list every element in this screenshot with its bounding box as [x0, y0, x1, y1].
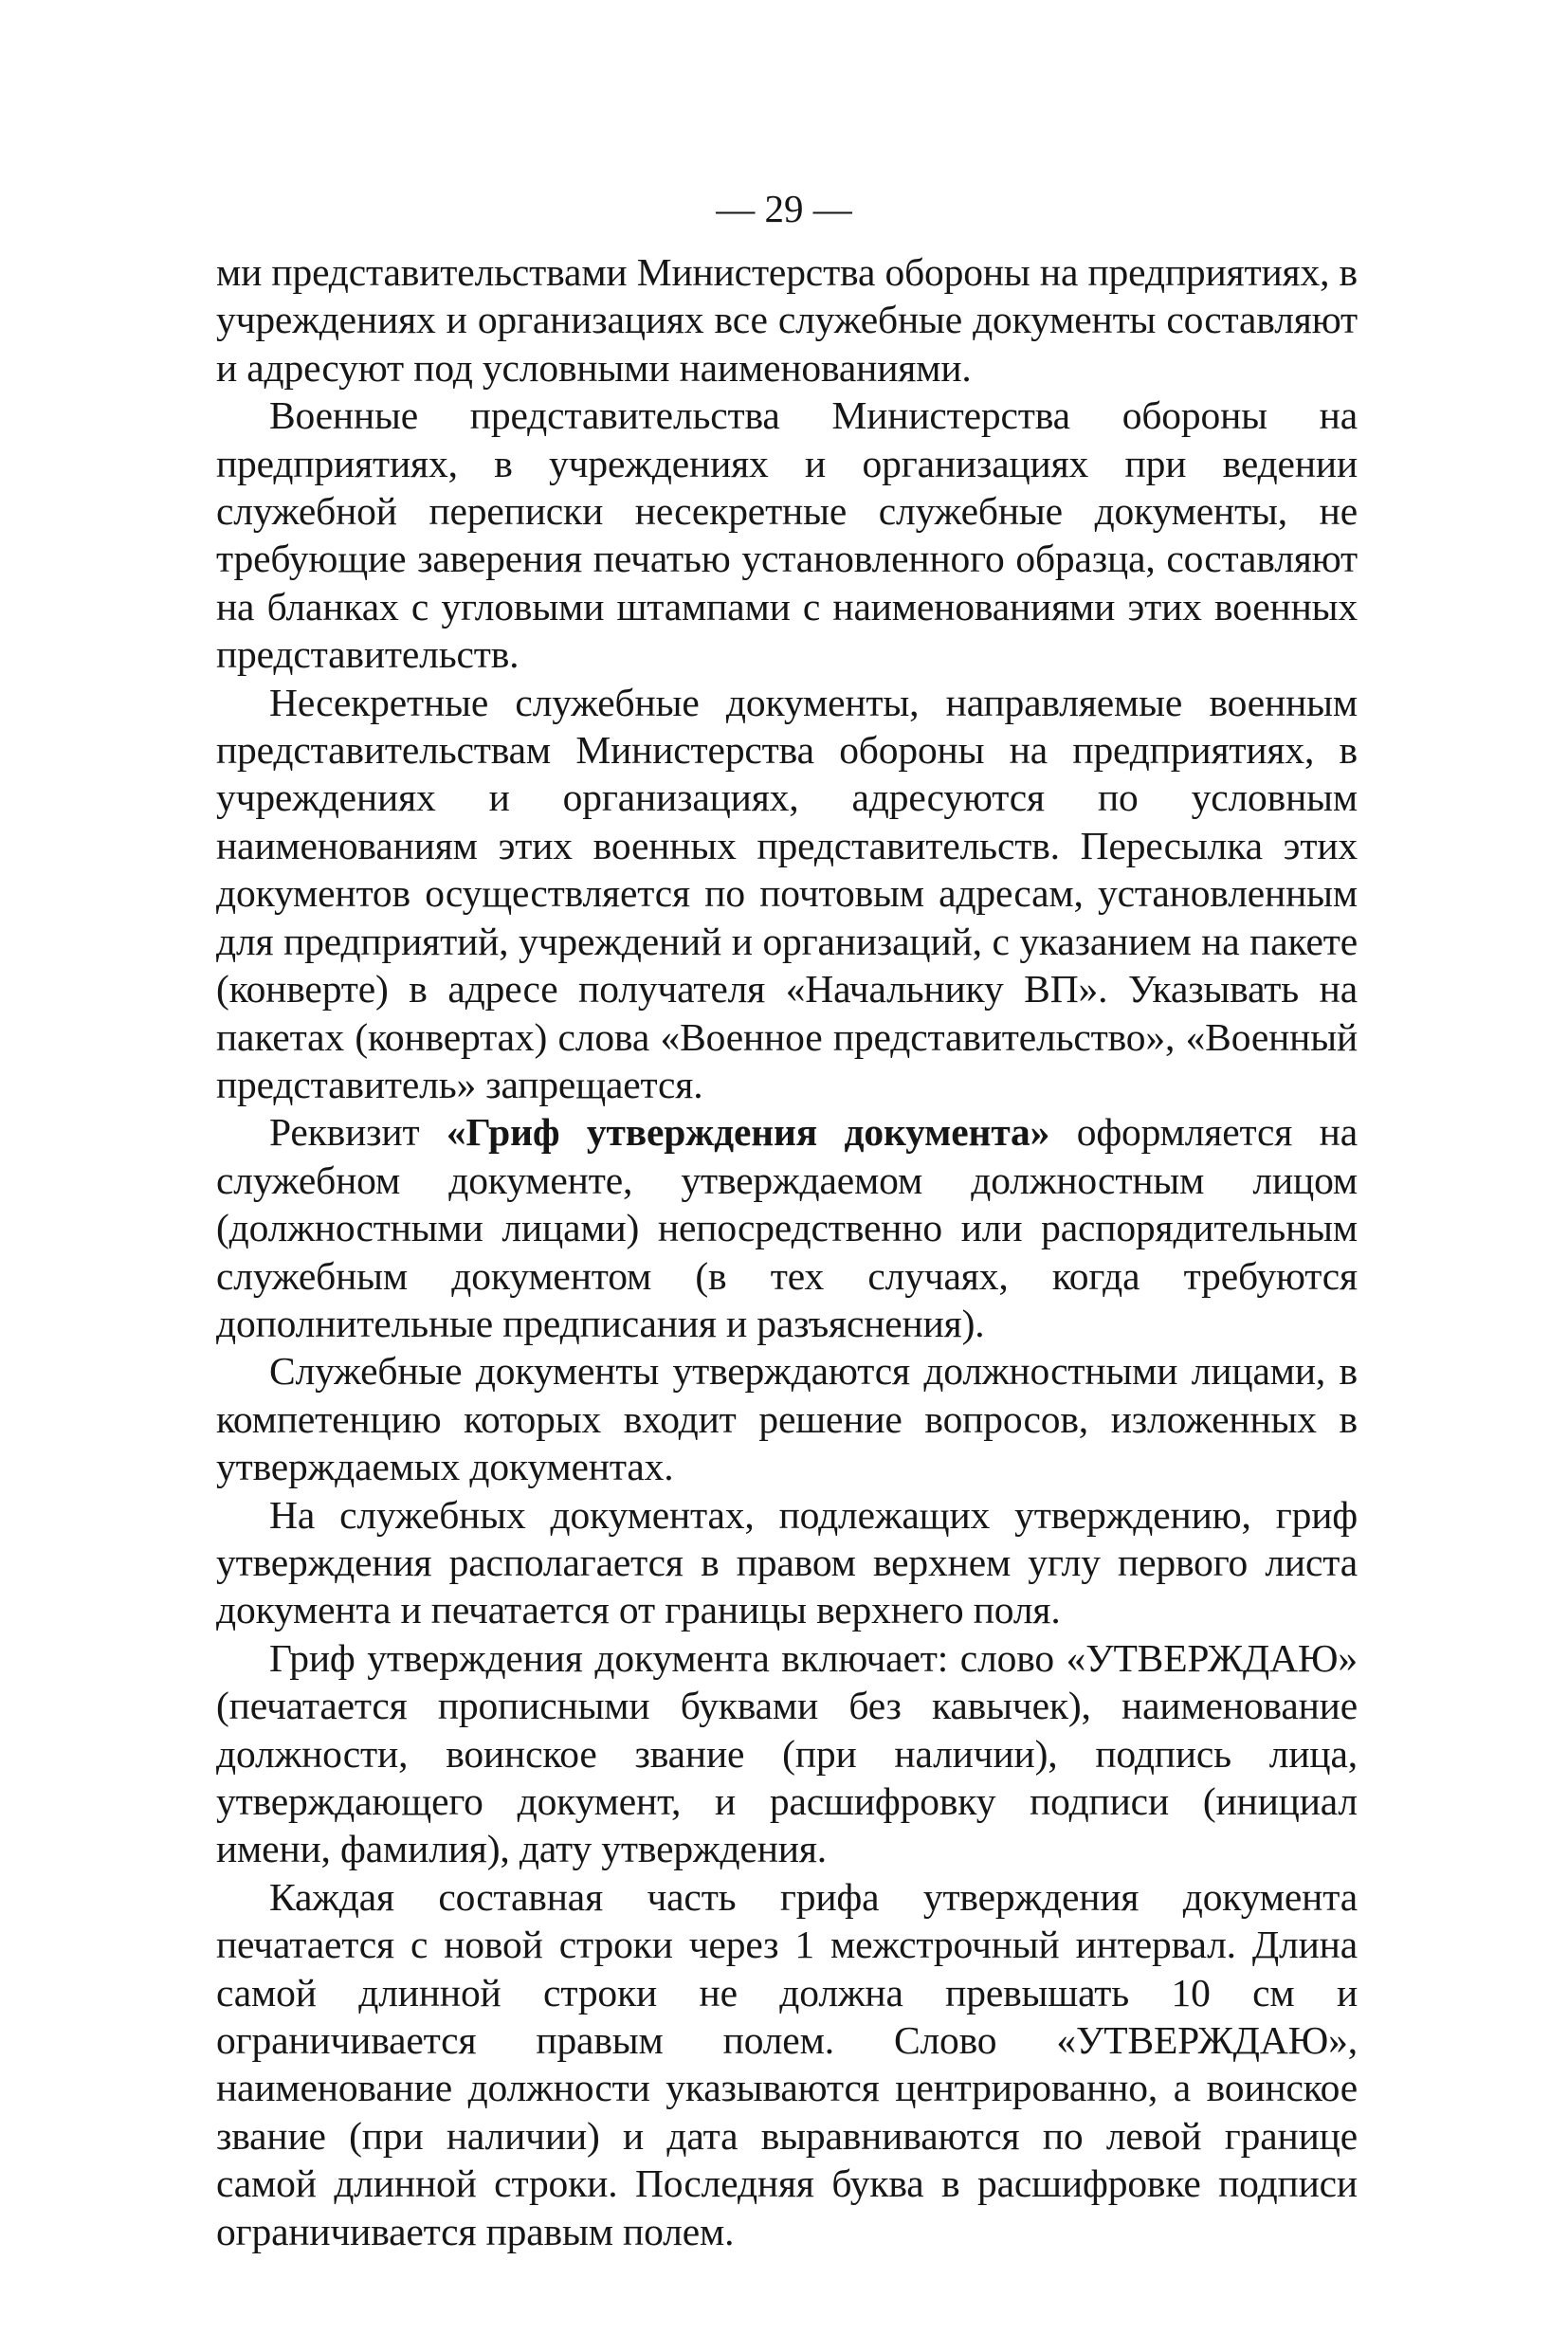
paragraph-continuation: ми представительствами Министерства обороны на предприятиях, в учреждениях и организациях все служебные документы составляют и адресуют под условными наименованиями.	[216, 250, 1358, 390]
page-number: — 29 —	[716, 187, 852, 230]
paragraph-military-representations-forms: Военные представительства Министерства обороны на предприятиях, в учреждениях и организациях при ведении служебной переписки несекретные служебные документы, не требующие заверения печатью установленного образца, составляют на бланках с угловыми штампами с наименованиями этих военных представительств.	[216, 393, 1358, 677]
requisite-name: «Гриф утверждения документа»	[446, 1110, 1050, 1155]
paragraph-approval-stamp-position: На служебных документах, подлежащих утверждению, гриф утверждения располагается в правом верхнем углу первого листа документа и печатается от границы верхнего поля.	[216, 1492, 1358, 1632]
document-body	[216, 248, 1358, 2255]
paragraph-approval-stamp-formatting: Каждая составная часть грифа утверждения документа печатается с новой строки через 1 межстрочный интервал. Длина самой длинной строки не должна превышать 10 см и ограничивается правым полем. Слово «УТВЕРЖДАЮ», наименование должности указываются центрированно, а воинское звание (при наличии) и дата выравниваются по левой границе самой длинной строки. Последняя буква в расшифровке подписи ограничивается правым полем.	[216, 1874, 1358, 2253]
paragraph-approval-stamp-contents: Гриф утверждения документа включает: слово «УТВЕРЖДАЮ» (печатается прописными буквами без кавычек), наименование должности, воинское звание (при наличии), подпись лица, утверждающего документ, и расшифровку подписи (инициал имени, фамилия), дату утверждения.	[216, 1635, 1358, 1871]
paragraph-approving-officials: Служебные документы утверждаются должностными лицами, в компетенцию которых входит решение вопросов, изложенных в утверждаемых документах.	[216, 1349, 1358, 1489]
paragraph-text: оформляется на служебном документе, утверждаемом должностным лицом (должностными лицами) непосредственно или распорядительным служебным документом (в тех случаях, когда требуются дополнительные предписания и разъяснения).	[216, 1110, 1358, 1345]
paragraph-text: Реквизит	[269, 1110, 447, 1155]
paragraph-addressing-unclassified-documents: Несекретные служебные документы, направляемые военным представительствам Министерства обороны на предприятиях, в учреждениях и организациях, адресуются по условным наименованиям этих военных представительств. Пересылка этих документов осуществляется по почтовым адресам, установленным для предприятий, учреждений и организаций, с указанием на пакете (конверте) в адресе получателя «Начальнику ВП». Указывать на пакетах (конвертах) слова «Военное представительство», «Военный представитель» запрещается.	[216, 680, 1358, 1106]
paragraph-approval-stamp-requisite	[216, 1108, 1358, 1347]
